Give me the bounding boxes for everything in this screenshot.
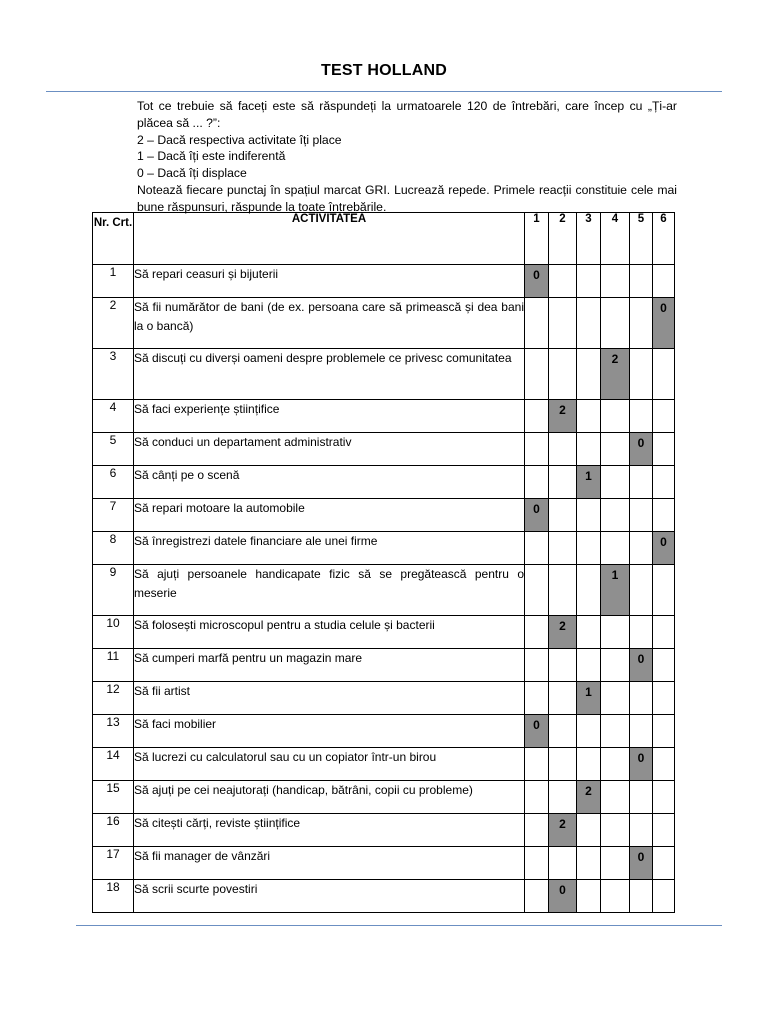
score-value[interactable]: 0: [630, 748, 652, 780]
score-value[interactable]: 1: [601, 565, 629, 615]
empty-cell: [653, 814, 675, 847]
score-value[interactable]: 2: [549, 616, 576, 648]
score-cell[interactable]: [630, 433, 653, 466]
empty-cell: [653, 565, 675, 616]
holland-table: [92, 212, 675, 913]
empty-cell: [601, 298, 630, 349]
score-value[interactable]: 2: [577, 781, 600, 813]
score-cell[interactable]: [577, 466, 601, 499]
header-col-5: 5: [630, 213, 653, 265]
score-value[interactable]: 2: [549, 400, 576, 432]
empty-cell: [577, 265, 601, 298]
empty-cell: [630, 298, 653, 349]
row-number: 8: [93, 532, 134, 565]
empty-cell: [525, 880, 549, 913]
empty-cell: [525, 433, 549, 466]
row-number: 6: [93, 466, 134, 499]
row-activity: Să cânți pe o scenă: [134, 466, 525, 499]
empty-cell: [577, 715, 601, 748]
empty-cell: [601, 400, 630, 433]
empty-cell: [549, 349, 577, 400]
page-title: TEST HOLLAND: [321, 62, 447, 79]
empty-cell: [601, 814, 630, 847]
empty-cell: [577, 298, 601, 349]
empty-cell: [601, 748, 630, 781]
empty-cell: [549, 715, 577, 748]
empty-cell: [630, 814, 653, 847]
row-number: 15: [93, 781, 134, 814]
row-activity: Să folosești microscopul pentru a studia celule și bacterii: [134, 616, 525, 649]
empty-cell: [630, 466, 653, 499]
empty-cell: [601, 781, 630, 814]
score-cell[interactable]: [601, 349, 630, 400]
empty-cell: [601, 715, 630, 748]
table-header-row: [93, 213, 675, 265]
score-value[interactable]: 2: [601, 349, 629, 399]
empty-cell: [630, 565, 653, 616]
table-row: [93, 265, 675, 298]
row-number: 11: [93, 649, 134, 682]
empty-cell: [525, 298, 549, 349]
empty-cell: [653, 433, 675, 466]
header-col-2: 2: [549, 213, 577, 265]
empty-cell: [653, 499, 675, 532]
empty-cell: [549, 265, 577, 298]
header-col-1: 1: [525, 213, 549, 265]
empty-cell: [630, 880, 653, 913]
empty-cell: [653, 466, 675, 499]
empty-cell: [577, 499, 601, 532]
table-row: [93, 499, 675, 532]
empty-cell: [549, 847, 577, 880]
row-activity: Să fii numărător de bani (de ex. persoana care să primească și dea bani la o bancă): [134, 298, 525, 349]
row-number: 17: [93, 847, 134, 880]
score-cell[interactable]: [577, 781, 601, 814]
score-cell[interactable]: [525, 715, 549, 748]
score-cell[interactable]: [549, 400, 577, 433]
empty-cell: [525, 748, 549, 781]
empty-cell: [577, 433, 601, 466]
table-row: [93, 532, 675, 565]
row-number: 12: [93, 682, 134, 715]
header-rule: [46, 91, 722, 92]
score-value[interactable]: 0: [630, 847, 652, 879]
empty-cell: [653, 349, 675, 400]
instructions-line: Notează fiecare punctaj în spațiul marcat GRI. Lucrează repede. Primele reacții constituie cele mai bune răspunsuri, răspunde la toate întrebările.: [137, 182, 677, 214]
empty-cell: [549, 649, 577, 682]
empty-cell: [630, 400, 653, 433]
score-cell[interactable]: [630, 748, 653, 781]
score-value[interactable]: 0: [653, 532, 674, 564]
empty-cell: [601, 466, 630, 499]
empty-cell: [653, 715, 675, 748]
empty-cell: [525, 466, 549, 499]
empty-cell: [630, 532, 653, 565]
table-row: [93, 847, 675, 880]
row-activity: Să repari motoare la automobile: [134, 499, 525, 532]
empty-cell: [577, 649, 601, 682]
score-value[interactable]: 0: [630, 433, 652, 465]
footer-rule: [76, 925, 722, 926]
empty-cell: [630, 781, 653, 814]
empty-cell: [653, 880, 675, 913]
empty-cell: [577, 748, 601, 781]
empty-cell: [601, 682, 630, 715]
row-activity: Să repari ceasuri și bijuterii: [134, 265, 525, 298]
empty-cell: [525, 400, 549, 433]
empty-cell: [525, 565, 549, 616]
row-number: 5: [93, 433, 134, 466]
empty-cell: [653, 682, 675, 715]
empty-cell: [601, 649, 630, 682]
score-value[interactable]: 0: [525, 715, 548, 747]
score-cell[interactable]: [525, 265, 549, 298]
score-cell[interactable]: [549, 814, 577, 847]
empty-cell: [549, 682, 577, 715]
empty-cell: [653, 616, 675, 649]
row-number: 4: [93, 400, 134, 433]
empty-cell: [577, 349, 601, 400]
empty-cell: [630, 265, 653, 298]
empty-cell: [577, 565, 601, 616]
score-value[interactable]: 0: [525, 499, 548, 531]
empty-cell: [577, 616, 601, 649]
empty-cell: [525, 781, 549, 814]
row-activity: Să cumperi marfă pentru un magazin mare: [134, 649, 525, 682]
score-cell[interactable]: [653, 532, 675, 565]
score-value[interactable]: 1: [577, 466, 600, 498]
table-row: [93, 715, 675, 748]
empty-cell: [630, 715, 653, 748]
empty-cell: [525, 616, 549, 649]
empty-cell: [653, 748, 675, 781]
score-value[interactable]: 0: [525, 265, 548, 297]
empty-cell: [549, 748, 577, 781]
row-number: 2: [93, 298, 134, 349]
table-row: [93, 466, 675, 499]
instructions: [137, 98, 677, 216]
row-activity: Să scrii scurte povestiri: [134, 880, 525, 913]
score-cell[interactable]: [577, 682, 601, 715]
empty-cell: [525, 649, 549, 682]
score-value[interactable]: 0: [549, 880, 576, 912]
empty-cell: [653, 781, 675, 814]
empty-cell: [549, 298, 577, 349]
table-row: [93, 748, 675, 781]
header-col-4: 4: [601, 213, 630, 265]
score-cell[interactable]: [630, 649, 653, 682]
score-value[interactable]: 1: [577, 682, 600, 714]
table-row: [93, 649, 675, 682]
empty-cell: [601, 433, 630, 466]
score-cell[interactable]: [630, 847, 653, 880]
table-row: [93, 433, 675, 466]
header-nr: Nr. Crt.: [93, 213, 134, 265]
score-cell[interactable]: [549, 880, 577, 913]
empty-cell: [601, 880, 630, 913]
row-activity: Să ajuți pe cei neajutorați (handicap, bătrâni, copii cu probleme): [134, 781, 525, 814]
table-row: [93, 298, 675, 349]
score-cell[interactable]: [549, 616, 577, 649]
empty-cell: [601, 616, 630, 649]
table-row: [93, 565, 675, 616]
row-activity: Să faci mobilier: [134, 715, 525, 748]
empty-cell: [653, 649, 675, 682]
row-number: 9: [93, 565, 134, 616]
empty-cell: [630, 499, 653, 532]
empty-cell: [549, 781, 577, 814]
empty-cell: [577, 814, 601, 847]
empty-cell: [549, 466, 577, 499]
empty-cell: [630, 616, 653, 649]
empty-cell: [601, 847, 630, 880]
score-cell[interactable]: [525, 499, 549, 532]
instructions-line: Tot ce trebuie să faceți este să răspundeți la urmatoarele 120 de întrebări, care încep cu „Ți-ar plăcea să ... ?”:: [137, 99, 677, 130]
score-cell[interactable]: [653, 298, 675, 349]
table-row: [93, 349, 675, 400]
empty-cell: [525, 349, 549, 400]
instructions-line: 0 – Dacă îți displace: [137, 166, 247, 181]
score-value[interactable]: 2: [549, 814, 576, 846]
row-activity: Să lucrezi cu calculatorul sau cu un copiator într-un birou: [134, 748, 525, 781]
row-activity: Să ajuți persoanele handicapate fizic să se pregătească pentru o meserie: [134, 565, 525, 616]
row-activity: Să fii artist: [134, 682, 525, 715]
row-activity: Să faci experiențe științifice: [134, 400, 525, 433]
empty-cell: [577, 847, 601, 880]
row-number: 7: [93, 499, 134, 532]
instructions-line: 2 – Dacă respectiva activitate îți place: [137, 132, 342, 147]
row-number: 18: [93, 880, 134, 913]
row-number: 3: [93, 349, 134, 400]
empty-cell: [577, 880, 601, 913]
row-number: 1: [93, 265, 134, 298]
empty-cell: [653, 265, 675, 298]
table-row: [93, 682, 675, 715]
row-activity: Să înregistrezi datele financiare ale unei firme: [134, 532, 525, 565]
empty-cell: [630, 349, 653, 400]
score-cell[interactable]: [601, 565, 630, 616]
row-number: 14: [93, 748, 134, 781]
row-activity: Să fii manager de vânzări: [134, 847, 525, 880]
row-activity: Să discuți cu diverși oameni despre problemele ce privesc comunitatea: [134, 349, 525, 400]
empty-cell: [525, 682, 549, 715]
table-row: [93, 400, 675, 433]
empty-cell: [630, 682, 653, 715]
empty-cell: [525, 814, 549, 847]
row-activity: Să citești cărți, reviste științifice: [134, 814, 525, 847]
empty-cell: [601, 499, 630, 532]
instructions-line: 1 – Dacă îți este indiferentă: [137, 149, 286, 164]
header-activity: ACTIVITATEA: [134, 213, 525, 265]
empty-cell: [653, 400, 675, 433]
empty-cell: [601, 532, 630, 565]
empty-cell: [577, 400, 601, 433]
empty-cell: [525, 847, 549, 880]
table-row: [93, 814, 675, 847]
row-number: 10: [93, 616, 134, 649]
empty-cell: [653, 847, 675, 880]
table-row: [93, 616, 675, 649]
row-number: 16: [93, 814, 134, 847]
score-value[interactable]: 0: [653, 298, 674, 348]
header-col-6: 6: [653, 213, 675, 265]
table-row: [93, 880, 675, 913]
row-number: 13: [93, 715, 134, 748]
empty-cell: [549, 433, 577, 466]
row-activity: Să conduci un departament administrativ: [134, 433, 525, 466]
empty-cell: [549, 499, 577, 532]
empty-cell: [549, 532, 577, 565]
header-col-3: 3: [577, 213, 601, 265]
table-row: [93, 781, 675, 814]
empty-cell: [577, 532, 601, 565]
score-value[interactable]: 0: [630, 649, 652, 681]
empty-cell: [525, 532, 549, 565]
empty-cell: [549, 565, 577, 616]
empty-cell: [601, 265, 630, 298]
